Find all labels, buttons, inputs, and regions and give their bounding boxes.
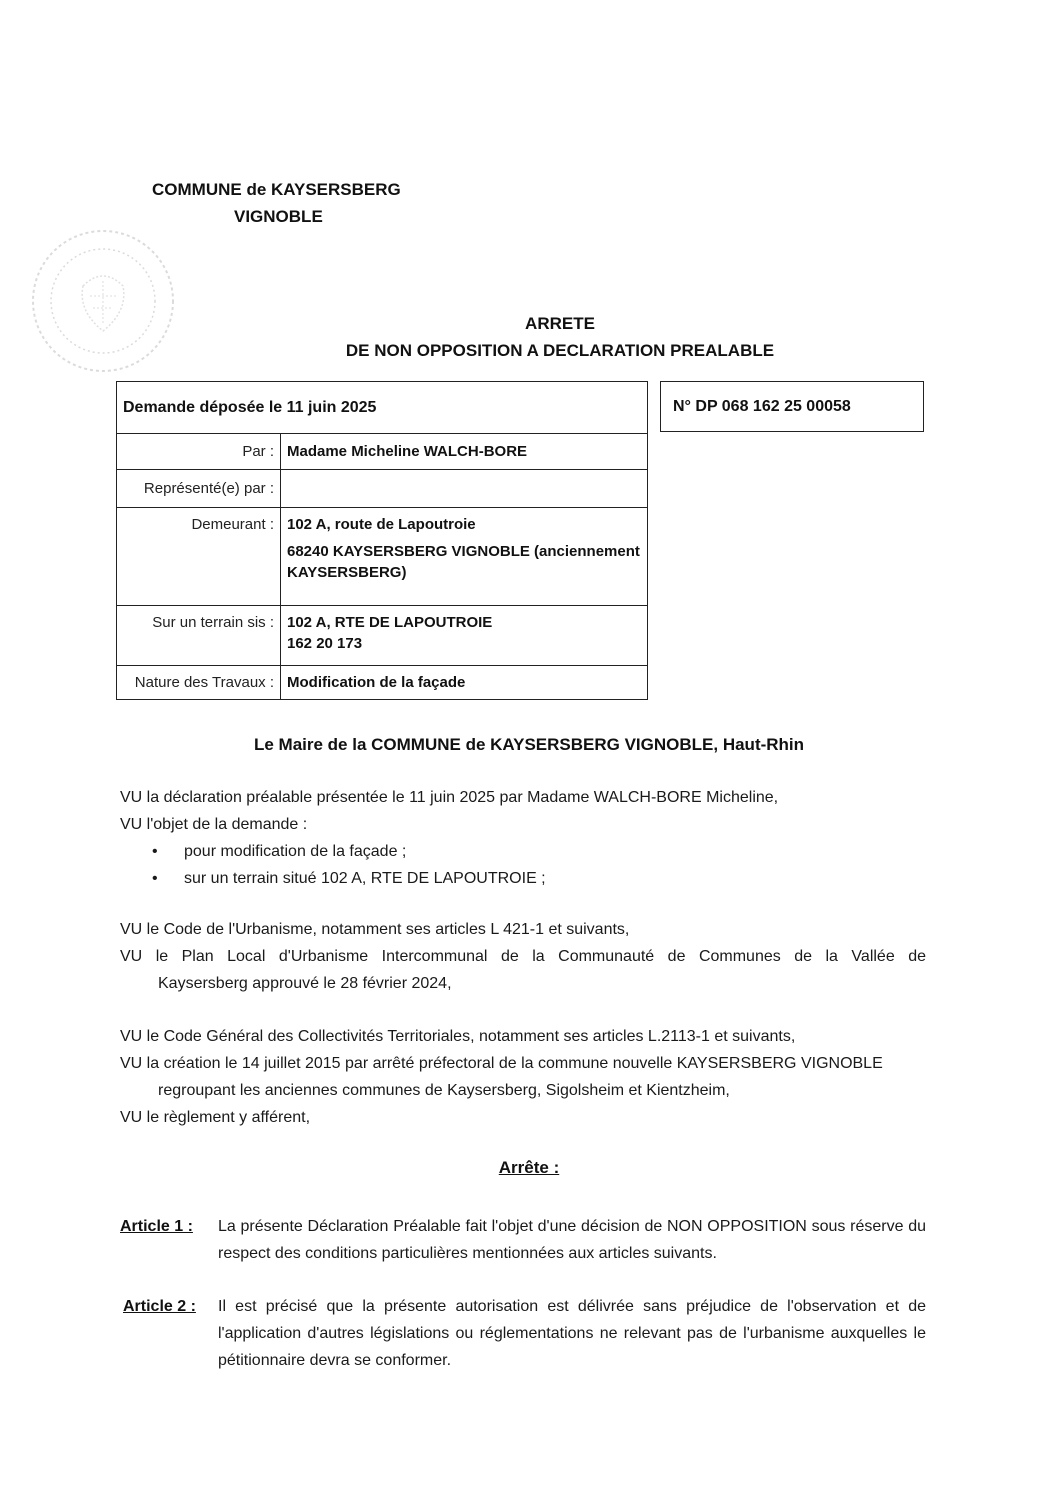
terrain-line2: 162 20 173 (287, 635, 363, 652)
demeurant-line3: KAYSERSBERG) (287, 564, 407, 581)
maire-heading: Le Maire de la COMMUNE de KAYSERSBERG VIGNOBLE, Haut-Rhin (253, 735, 805, 754)
table-row-nature (117, 666, 648, 700)
demeurant-line2: 68240 KAYSERSBERG VIGNOBLE (anciennement (287, 543, 640, 560)
commune-name-line1: COMMUNE de KAYSERSBERG (152, 180, 401, 199)
article-2-label: Article 2 : (123, 1298, 196, 1315)
vu-reglement: VU le règlement y afférent, (120, 1109, 311, 1126)
commune-name-line2: VIGNOBLE (234, 207, 323, 226)
vu-code-urbanisme: VU le Code de l'Urbanisme, notamment ses articles L 421-1 et suivants, (120, 921, 630, 938)
official-seal-stamp (28, 226, 178, 376)
bullet-item-modification: • pour modification de la façade ; (120, 838, 926, 865)
table-row-demeurant (117, 508, 648, 606)
commune-header (152, 176, 401, 230)
article-1-text: La présente Déclaration Préalable fait l'objet d'une décision de NON OPPOSITION sous réserve du respect des conditions particulières mentionnées aux articles suivants. (218, 1218, 926, 1262)
represente-value (281, 470, 648, 508)
article-2-text: Il est précisé que la présente autorisation est délivrée sans préjudice de l'observation et de l'application d'autres législations ou réglementations ne relevant pas de l'urbanisme auxquelles le pétitionnaire devra se conformer. (218, 1298, 926, 1369)
nature-value: Modification de la façade (281, 666, 648, 700)
request-info-table (116, 381, 648, 700)
title-line1: ARRETE (525, 314, 595, 333)
vu-declaration: VU la déclaration préalable présentée le 11 juin 2025 par Madame WALCH-BORE Micheline, (120, 789, 779, 806)
table-row-par (117, 434, 648, 470)
vu-creation-line1: VU la création le 14 juillet 2015 par arrêté préfectoral de la commune nouvelle KAYSERSBERG VIGNOBLE (120, 1055, 883, 1072)
vu-plu-line1: VU le Plan Local d'Urbanisme Intercommunal de la Communauté de Communes de la Vallée de (120, 948, 926, 965)
par-label: Par : (117, 434, 281, 470)
demeurant-label: Demeurant : (117, 508, 281, 606)
vu-creation-line2: regroupant les anciennes communes de Kaysersberg, Sigolsheim et Kientzheim, (158, 1082, 730, 1099)
terrain-line1: 102 A, RTE DE LAPOUTROIE (287, 614, 493, 631)
vu-cgct: VU le Code Général des Collectivités Territoriales, notamment ses articles L.2113-1 et suivants, (120, 1028, 796, 1045)
nature-label: Nature des Travaux : (117, 666, 281, 700)
demeurant-line1: 102 A, route de Lapoutroie (287, 516, 476, 533)
par-value: Madame Micheline WALCH-BORE (281, 434, 648, 470)
demeurant-value (281, 508, 648, 606)
article-1-label: Article 1 : (120, 1218, 193, 1235)
vu-objet: VU l'objet de la demande : (120, 816, 308, 833)
terrain-value (281, 606, 648, 666)
considerations-block-1 (120, 784, 926, 892)
bullet-item-terrain: • sur un terrain situé 102 A, RTE DE LAPOUTROIE ; (120, 865, 926, 892)
title-line2: DE NON OPPOSITION A DECLARATION PREALABLE (345, 341, 775, 360)
table-row-deposit (117, 382, 648, 434)
arrete-heading: Arrête : (498, 1158, 560, 1177)
represente-label: Représenté(e) par : (117, 470, 281, 508)
table-row-represente (117, 470, 648, 508)
considerations-block-2 (120, 916, 926, 997)
deposit-date: Demande déposée le 11 juin 2025 (117, 382, 648, 434)
table-row-terrain (117, 606, 648, 666)
vu-plu-line2: Kaysersberg approuvé le 28 février 2024, (158, 975, 452, 992)
terrain-label: Sur un terrain sis : (117, 606, 281, 666)
dossier-number-box: N° DP 068 162 25 00058 (660, 381, 924, 432)
considerations-block-3 (120, 1023, 926, 1131)
document-title (300, 310, 820, 364)
